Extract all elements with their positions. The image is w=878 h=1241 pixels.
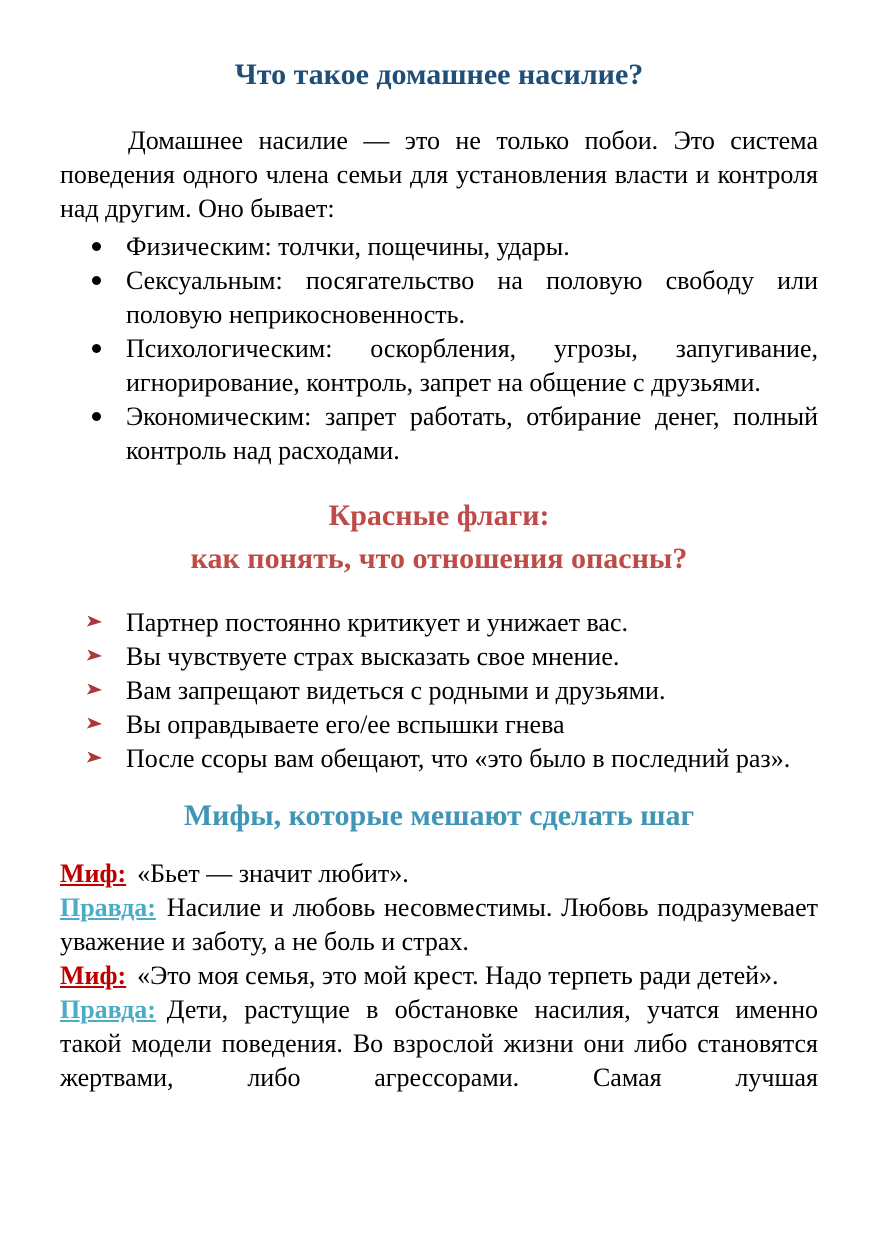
list-item [60, 674, 818, 708]
list-item-text: Вы оправдываете его/ее вспышки гнева [126, 710, 565, 739]
list-item-text: Сексуальным: посягательство на половую свободу или половую неприкосновенность. [126, 266, 818, 329]
red-flag-bullet-icon [87, 751, 103, 765]
myths-heading: Мифы, которые мешают сделать шаг [183, 799, 695, 832]
red-flags-list [60, 606, 818, 776]
list-item [60, 400, 818, 468]
red-flag-bullet-icon [87, 717, 103, 731]
red-flags-heading-line1: Красные флаги: [328, 499, 550, 532]
list-item [60, 230, 818, 264]
list-item [60, 640, 818, 674]
list-item-text: Физическим: толчки, пощечины, удары. [126, 232, 570, 261]
truth-text: Насилие и любовь несовместимы. Любовь подразумевает уважение и заботу, а не боль и страх. [60, 893, 818, 956]
myth-paragraph [60, 857, 818, 891]
list-item-text: Вам запрещают видеться с родными и друзьями. [126, 676, 666, 705]
intro-paragraph: Домашнее насилие — это не только побои. Это система поведения одного члена семьи для установления власти и контроля над другим. Оно бывает: [60, 126, 818, 223]
red-flag-bullet-icon [87, 615, 103, 629]
list-item-text: После ссоры вам обещают, что «это было в последний раз». [126, 744, 791, 773]
list-item [60, 264, 818, 332]
red-flag-bullet-icon [87, 683, 103, 697]
list-item [60, 708, 818, 742]
bullet-dot-icon [92, 344, 101, 353]
list-item-text: Психологическим: оскорбления, угрозы, запугивание, игнорирование, контроль, запрет на общение с друзьями. [126, 334, 818, 397]
myth-paragraph [60, 959, 818, 993]
truth-paragraph [60, 993, 818, 1095]
list-item [60, 606, 818, 640]
list-item-text: Вы чувствуете страх высказать свое мнение. [126, 642, 620, 671]
truth-label: Правда: [60, 995, 156, 1024]
page-title: Что такое домашнее насилие? [234, 58, 644, 91]
list-item [60, 332, 818, 400]
myth-text: «Бьет — значит любит». [137, 859, 409, 888]
myth-label: Миф: [60, 961, 127, 990]
violence-types-list [60, 230, 818, 468]
red-flags-heading-line2: как понять, что отношения опасны? [190, 542, 688, 575]
bullet-dot-icon [92, 412, 101, 421]
list-item-text: Экономическим: запрет работать, отбирание денег, полный контроль над расходами. [126, 402, 818, 465]
myth-label: Миф: [60, 859, 127, 888]
bullet-dot-icon [92, 276, 101, 285]
red-flag-bullet-icon [87, 649, 103, 663]
red-flags-heading [60, 494, 818, 580]
bullet-dot-icon [92, 242, 101, 251]
list-item-text: Партнер постоянно критикует и унижает вас. [126, 608, 629, 637]
list-item [60, 742, 818, 776]
truth-label: Правда: [60, 893, 156, 922]
truth-text: Дети, растущие в обстановке насилия, учатся именно такой модели поведения. Во взрослой жизни они либо становятся жертвами, либо агрессорами. Самая лучшая [60, 995, 818, 1092]
myth-text: «Это моя семья, это мой крест. Надо терпеть ради детей». [137, 961, 779, 990]
truth-paragraph [60, 891, 818, 959]
